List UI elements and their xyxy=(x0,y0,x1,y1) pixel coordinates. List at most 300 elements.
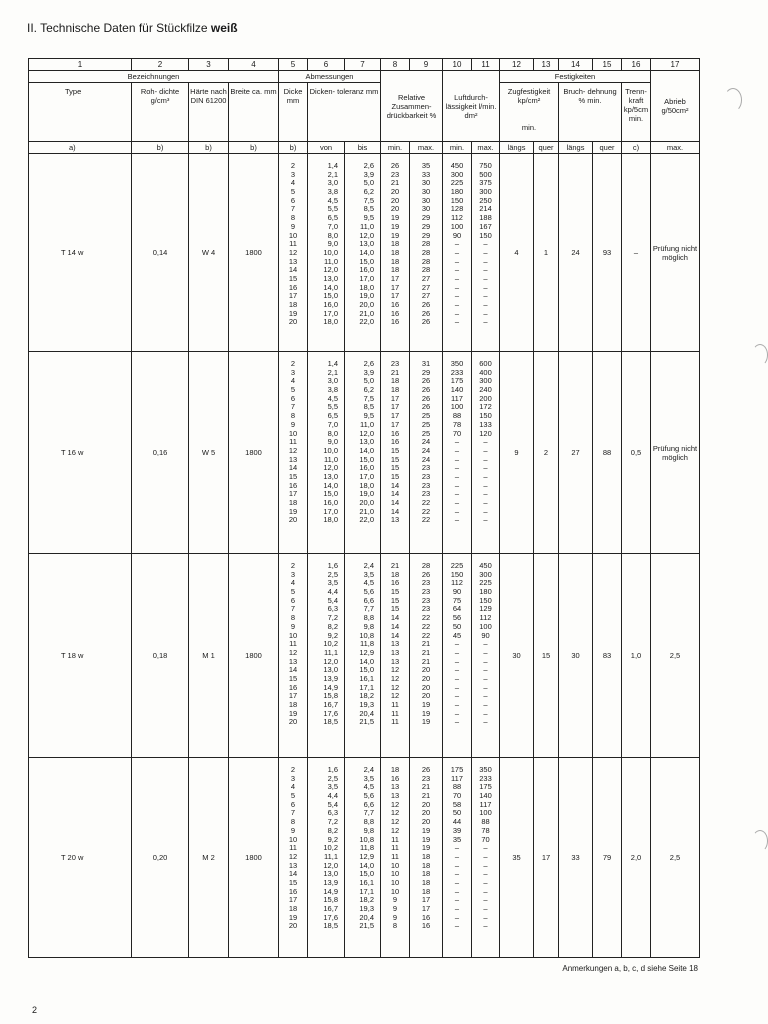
value-cell: 20,4 xyxy=(359,708,374,718)
value-cell: 23 xyxy=(421,489,431,499)
value-cell: 39 xyxy=(452,825,462,835)
value-cell: – xyxy=(483,445,488,455)
value-cell: 18,5 xyxy=(323,921,338,931)
value-cell: 150 xyxy=(450,195,464,205)
value-cell: 600 xyxy=(479,359,492,368)
punch-hole xyxy=(724,88,742,112)
value-cell: 90 xyxy=(481,630,490,640)
zusammendrueck-max-column xyxy=(410,554,443,758)
value-cell: 16,7 xyxy=(323,904,338,913)
bruch-laengs-cell: 27 xyxy=(559,352,593,554)
value-cell: 70 xyxy=(452,791,462,801)
zusammendrueck-min-column xyxy=(381,154,410,352)
value-cell: 250 xyxy=(479,195,492,205)
value-cell: 11,1 xyxy=(323,647,338,657)
value-cell: 225 xyxy=(450,561,464,570)
value-cell: – xyxy=(454,665,460,675)
zug-quer-cell: 1 xyxy=(534,154,559,352)
value-cell: 15,0 xyxy=(359,665,374,675)
value-cell: 22 xyxy=(421,515,431,525)
value-cell: 16 xyxy=(390,578,400,588)
value-cell: 21 xyxy=(390,178,400,188)
value-cell: – xyxy=(454,239,460,249)
value-cell: 75 xyxy=(452,595,462,605)
value-cell: 19 xyxy=(421,700,431,709)
zug-laengs-cell: 30 xyxy=(500,554,534,758)
value-cell: 90 xyxy=(452,587,462,597)
column-number-row xyxy=(29,59,700,71)
value-cell: 13,0 xyxy=(359,239,374,249)
value-cell: 27 xyxy=(421,273,431,283)
value-cell: 1,6 xyxy=(327,561,338,570)
subheader-cell: b) xyxy=(229,142,279,154)
value-cell: 140 xyxy=(450,385,464,395)
group-abmessungen: Abmessungen xyxy=(279,71,381,83)
value-cell: 19 xyxy=(288,708,298,718)
value-cell: – xyxy=(483,700,488,709)
value-cell: 18,2 xyxy=(359,691,374,701)
value-cell: 15,0 xyxy=(359,256,374,266)
value-cell: 9 xyxy=(392,904,398,913)
value-cell: 6,3 xyxy=(327,604,338,614)
page-number: 2 xyxy=(32,1005,38,1015)
value-cell: 13 xyxy=(390,656,400,666)
header-dicke: Dicke mm xyxy=(279,83,308,142)
value-cell: 45 xyxy=(452,630,462,640)
value-cell: 23 xyxy=(421,480,431,490)
value-cell: – xyxy=(483,498,488,507)
value-cell: 6,3 xyxy=(327,808,338,818)
value-cell: – xyxy=(483,886,488,896)
value-cell: 16 xyxy=(288,480,298,490)
value-cell: 5 xyxy=(290,791,296,801)
zug-quer-cell: 17 xyxy=(534,758,559,958)
value-cell: 225 xyxy=(450,178,464,188)
value-cell: – xyxy=(454,708,460,718)
value-cell: – xyxy=(454,308,460,318)
value-cell: 11,0 xyxy=(323,256,338,266)
value-cell: – xyxy=(454,860,460,870)
value-cell: – xyxy=(483,463,488,473)
value-cell: 19,0 xyxy=(359,489,374,499)
value-cell: – xyxy=(483,860,488,870)
value-cell: – xyxy=(483,877,488,887)
value-cell: 2 xyxy=(290,161,296,170)
value-cell: 11 xyxy=(391,843,399,853)
value-cell: 10,2 xyxy=(323,843,338,853)
value-cell: 23 xyxy=(421,773,431,783)
luft-max-column xyxy=(472,352,500,554)
value-cell: 16 xyxy=(390,428,400,438)
dicke-column xyxy=(279,554,308,758)
value-cell: 17,0 xyxy=(359,273,374,283)
toleranz-von-column xyxy=(308,758,345,958)
value-cell: 7,7 xyxy=(363,604,374,614)
value-cell: 167 xyxy=(479,221,492,231)
value-cell: – xyxy=(454,886,460,896)
value-cell: 29 xyxy=(421,367,431,377)
value-cell: 17,6 xyxy=(323,708,338,718)
value-cell: 26 xyxy=(421,308,431,318)
value-cell: 2,5 xyxy=(327,569,338,579)
bruch-laengs-cell: 33 xyxy=(559,758,593,958)
value-cell: – xyxy=(483,471,488,481)
value-cell: 10 xyxy=(288,630,298,640)
punch-hole xyxy=(752,830,768,852)
value-cell: 18,5 xyxy=(323,717,338,727)
haerte-cell: W 5 xyxy=(189,352,229,554)
value-cell: 8,8 xyxy=(363,817,374,827)
value-cell: 18,0 xyxy=(323,515,338,525)
value-cell: – xyxy=(483,904,488,913)
value-cell: 9 xyxy=(290,825,296,835)
value-cell: 14 xyxy=(390,613,400,623)
value-cell: 16 xyxy=(390,773,400,783)
toleranz-bis-column xyxy=(345,758,381,958)
value-cell: 400 xyxy=(479,367,492,377)
dicke-column xyxy=(279,758,308,958)
value-cell: 9,5 xyxy=(363,213,374,223)
value-cell: 7,5 xyxy=(363,195,374,205)
value-cell: 300 xyxy=(479,187,492,197)
value-cell: 30 xyxy=(421,178,431,188)
value-cell: 9,0 xyxy=(327,239,338,249)
value-cell: 18 xyxy=(421,877,431,887)
value-cell: 15 xyxy=(288,273,298,283)
value-cell: 35 xyxy=(421,161,431,170)
value-cell: 4 xyxy=(290,376,296,386)
value-cell: 10,0 xyxy=(323,247,338,257)
value-cell: 13,0 xyxy=(323,471,338,481)
value-cell: 18 xyxy=(390,376,400,386)
value-cell: 150 xyxy=(479,230,492,240)
value-cell: 22 xyxy=(421,630,431,640)
value-cell: 14,0 xyxy=(359,860,374,870)
value-cell: 4,5 xyxy=(327,195,338,205)
value-cell: 12 xyxy=(390,825,400,835)
value-cell: – xyxy=(483,437,488,447)
dicke-column xyxy=(279,154,308,352)
zug-laengs-cell: 4 xyxy=(500,154,534,352)
value-cell: 9,8 xyxy=(363,825,374,835)
value-cell: 12,9 xyxy=(359,647,374,657)
value-cell: 2 xyxy=(290,561,296,570)
value-cell: 11 xyxy=(391,851,399,861)
trennkraft-cell: 1,0 xyxy=(622,554,651,758)
value-cell: 7,0 xyxy=(327,419,338,429)
value-cell: – xyxy=(483,515,488,525)
value-cell: 5 xyxy=(290,587,296,597)
value-cell: 8,5 xyxy=(363,402,374,412)
subheader-cell: b) xyxy=(132,142,189,154)
value-cell: 20 xyxy=(421,817,431,827)
header-rohdichte: Roh- dichte g/cm³ xyxy=(132,83,189,142)
value-cell: 24 xyxy=(421,437,431,447)
value-cell: 1,4 xyxy=(327,359,338,368)
value-cell: – xyxy=(483,673,488,683)
bruch-laengs-cell: 30 xyxy=(559,554,593,758)
value-cell: 7,2 xyxy=(327,613,338,623)
value-cell: 18 xyxy=(288,700,298,709)
value-cell: 6 xyxy=(290,393,296,403)
value-cell: 16,0 xyxy=(323,498,338,507)
table-row xyxy=(29,554,700,758)
value-cell: 350 xyxy=(450,359,464,368)
value-cell: 13 xyxy=(288,860,298,870)
value-cell: 21 xyxy=(421,639,431,649)
value-cell: 19 xyxy=(421,834,431,844)
value-cell: – xyxy=(483,454,488,464)
value-cell: 3,0 xyxy=(327,178,338,188)
value-cell: 17,1 xyxy=(359,886,374,896)
value-cell: 18,0 xyxy=(323,317,338,327)
subheader-cell: min. xyxy=(381,142,410,154)
subheader-cell: max. xyxy=(651,142,700,154)
value-cell: 13 xyxy=(288,256,298,266)
value-cell: – xyxy=(454,273,460,283)
value-cell: 100 xyxy=(479,808,492,818)
bruch-quer-cell: 79 xyxy=(593,758,622,958)
subheader-cell: max. xyxy=(410,142,443,154)
value-cell: – xyxy=(483,921,488,931)
value-cell: 33 xyxy=(421,169,431,179)
page-title: II. Technische Daten für Stückfilze weiß xyxy=(27,21,238,35)
value-cell: 17,0 xyxy=(359,471,374,481)
subheader-cell: längs xyxy=(559,142,593,154)
value-cell: 15 xyxy=(390,471,400,481)
value-cell: 20 xyxy=(390,204,400,214)
value-cell: 2,4 xyxy=(363,561,374,570)
value-cell: 200 xyxy=(479,393,492,403)
value-cell: 11,0 xyxy=(359,221,374,231)
column-number: 1 xyxy=(29,59,132,71)
value-cell: 9,5 xyxy=(363,411,374,421)
value-cell: 12 xyxy=(288,445,298,455)
value-cell: 12 xyxy=(390,682,400,692)
value-cell: 35 xyxy=(452,834,462,844)
value-cell: – xyxy=(454,498,460,507)
value-cell: 5,0 xyxy=(363,178,374,188)
value-cell: 450 xyxy=(450,161,464,170)
value-cell: 50 xyxy=(452,808,462,818)
value-cell: 20 xyxy=(421,673,431,683)
value-cell: 23 xyxy=(421,595,431,605)
value-cell: 11 xyxy=(289,639,297,649)
value-cell: 3,9 xyxy=(363,169,374,179)
value-cell: 30 xyxy=(421,195,431,205)
value-cell: 10 xyxy=(288,428,298,438)
value-cell: 5,6 xyxy=(363,791,374,801)
breite-cell: 1800 xyxy=(229,758,279,958)
value-cell: 15,0 xyxy=(323,291,338,301)
value-cell: 5 xyxy=(290,385,296,395)
subheader-cell: max. xyxy=(472,142,500,154)
value-cell: 29 xyxy=(421,230,431,240)
value-cell: 15 xyxy=(390,604,400,614)
value-cell: 17 xyxy=(390,291,400,301)
value-cell: – xyxy=(483,647,488,657)
column-number: 16 xyxy=(622,59,651,71)
value-cell: 2,1 xyxy=(327,367,338,377)
value-cell: 21,0 xyxy=(359,506,374,516)
value-cell: 78 xyxy=(452,419,462,429)
value-cell: – xyxy=(483,656,488,666)
value-cell: – xyxy=(454,463,460,473)
value-cell: 10 xyxy=(390,877,400,887)
bruch-quer-cell: 93 xyxy=(593,154,622,352)
value-cell: 10,8 xyxy=(359,630,374,640)
value-cell: 8 xyxy=(290,213,296,223)
value-cell: – xyxy=(454,921,460,931)
value-cell: 18 xyxy=(390,569,400,579)
value-cell: 15,0 xyxy=(323,489,338,499)
value-cell: 3,0 xyxy=(327,376,338,386)
value-cell: – xyxy=(454,265,460,275)
value-cell: 56 xyxy=(452,613,462,623)
value-cell: 23 xyxy=(390,169,400,179)
value-cell: 3,9 xyxy=(363,367,374,377)
value-cell: 13,9 xyxy=(323,673,338,683)
value-cell: 16 xyxy=(421,912,431,922)
value-cell: 450 xyxy=(479,561,492,570)
value-cell: 20 xyxy=(421,682,431,692)
bruch-quer-cell: 88 xyxy=(593,352,622,554)
value-cell: 14 xyxy=(390,480,400,490)
value-cell: 10 xyxy=(390,860,400,870)
value-cell: 28 xyxy=(421,239,431,249)
value-cell: – xyxy=(454,454,460,464)
value-cell: 175 xyxy=(450,765,464,774)
value-cell: 18 xyxy=(390,239,400,249)
value-cell: 17,0 xyxy=(323,506,338,516)
value-cell: – xyxy=(454,480,460,490)
value-cell: 6 xyxy=(290,595,296,605)
subheader-cell: längs xyxy=(500,142,534,154)
value-cell: 2,6 xyxy=(363,161,374,170)
rohdichte-cell: 0,14 xyxy=(132,154,189,352)
value-cell: 4,5 xyxy=(363,782,374,792)
value-cell: 30 xyxy=(421,187,431,197)
value-cell: 88 xyxy=(481,817,490,827)
value-cell: 6,5 xyxy=(327,411,338,421)
column-number: 9 xyxy=(410,59,443,71)
zug-laengs-cell: 9 xyxy=(500,352,534,554)
value-cell: 28 xyxy=(421,247,431,257)
data-table xyxy=(28,58,700,958)
value-cell: 750 xyxy=(479,161,492,170)
value-cell: 172 xyxy=(479,402,492,412)
column-number: 15 xyxy=(593,59,622,71)
value-cell: 17 xyxy=(390,402,400,412)
value-cell: 8 xyxy=(290,411,296,421)
value-cell: 23 xyxy=(421,587,431,597)
value-cell: 3 xyxy=(290,169,296,179)
toleranz-von-column xyxy=(308,352,345,554)
value-cell: – xyxy=(483,239,488,249)
value-cell: 15 xyxy=(390,463,400,473)
zusammendrueck-max-column xyxy=(410,352,443,554)
value-cell: 7,0 xyxy=(327,221,338,231)
value-cell: 6,6 xyxy=(363,595,374,605)
value-cell: 11 xyxy=(289,437,297,447)
value-cell: 16 xyxy=(390,437,400,447)
value-cell: – xyxy=(454,282,460,292)
value-cell: – xyxy=(483,691,488,701)
value-cell: 12 xyxy=(390,799,400,809)
header-luft: Luftdurch- lässigkeit l/min. dm² xyxy=(443,71,500,142)
value-cell: 175 xyxy=(479,782,492,792)
value-cell: 3,5 xyxy=(327,782,338,792)
value-cell: 4,5 xyxy=(327,393,338,403)
value-cell: – xyxy=(454,682,460,692)
value-cell: 21 xyxy=(390,561,400,570)
value-cell: 29 xyxy=(421,213,431,223)
value-cell: 17,6 xyxy=(323,912,338,922)
column-number: 4 xyxy=(229,59,279,71)
value-cell: 18 xyxy=(390,247,400,257)
value-cell: 150 xyxy=(479,595,492,605)
value-cell: 7 xyxy=(290,808,296,818)
column-number: 7 xyxy=(345,59,381,71)
value-cell: 13 xyxy=(288,656,298,666)
value-cell: 13 xyxy=(390,782,400,792)
value-cell: 21,5 xyxy=(359,921,374,931)
value-cell: 7,7 xyxy=(363,808,374,818)
value-cell: 64 xyxy=(452,604,462,614)
value-cell: 2 xyxy=(290,765,296,774)
luft-max-column xyxy=(472,554,500,758)
value-cell: 28 xyxy=(421,265,431,275)
value-cell: 15 xyxy=(288,673,298,683)
value-cell: 150 xyxy=(479,411,492,421)
value-cell: 112 xyxy=(451,578,463,588)
value-cell: 4 xyxy=(290,178,296,188)
value-cell: 11 xyxy=(391,700,399,709)
value-cell: 22 xyxy=(421,613,431,623)
subheader-cell: c) xyxy=(622,142,651,154)
value-cell: 12,9 xyxy=(359,851,374,861)
header-row xyxy=(29,83,700,142)
value-cell: – xyxy=(454,877,460,887)
value-cell: 19 xyxy=(421,717,431,727)
value-cell: – xyxy=(454,691,460,701)
value-cell: 26 xyxy=(421,376,431,386)
value-cell: 3,8 xyxy=(327,385,338,395)
subheader-cell: bis xyxy=(345,142,381,154)
value-cell: 31 xyxy=(421,359,431,368)
value-cell: 22 xyxy=(421,506,431,516)
value-cell: 88 xyxy=(452,782,462,792)
value-cell: 22,0 xyxy=(359,515,374,525)
value-cell: 11 xyxy=(391,708,399,718)
value-cell: 20 xyxy=(288,921,298,931)
value-cell: 17 xyxy=(288,895,298,905)
value-cell: 25 xyxy=(421,419,431,429)
value-cell: – xyxy=(483,291,488,301)
toleranz-von-column xyxy=(308,154,345,352)
value-cell: 117 xyxy=(451,393,463,403)
value-cell: 17 xyxy=(390,273,400,283)
subheader-cell: b) xyxy=(189,142,229,154)
value-cell: – xyxy=(483,317,488,327)
value-cell: 17,0 xyxy=(323,308,338,318)
column-number: 3 xyxy=(189,59,229,71)
value-cell: 11,1 xyxy=(323,851,338,861)
value-cell: 13 xyxy=(390,515,400,525)
value-cell: – xyxy=(483,851,488,861)
value-cell: 8,5 xyxy=(363,204,374,214)
header-breite: Breite ca. mm xyxy=(229,83,279,142)
